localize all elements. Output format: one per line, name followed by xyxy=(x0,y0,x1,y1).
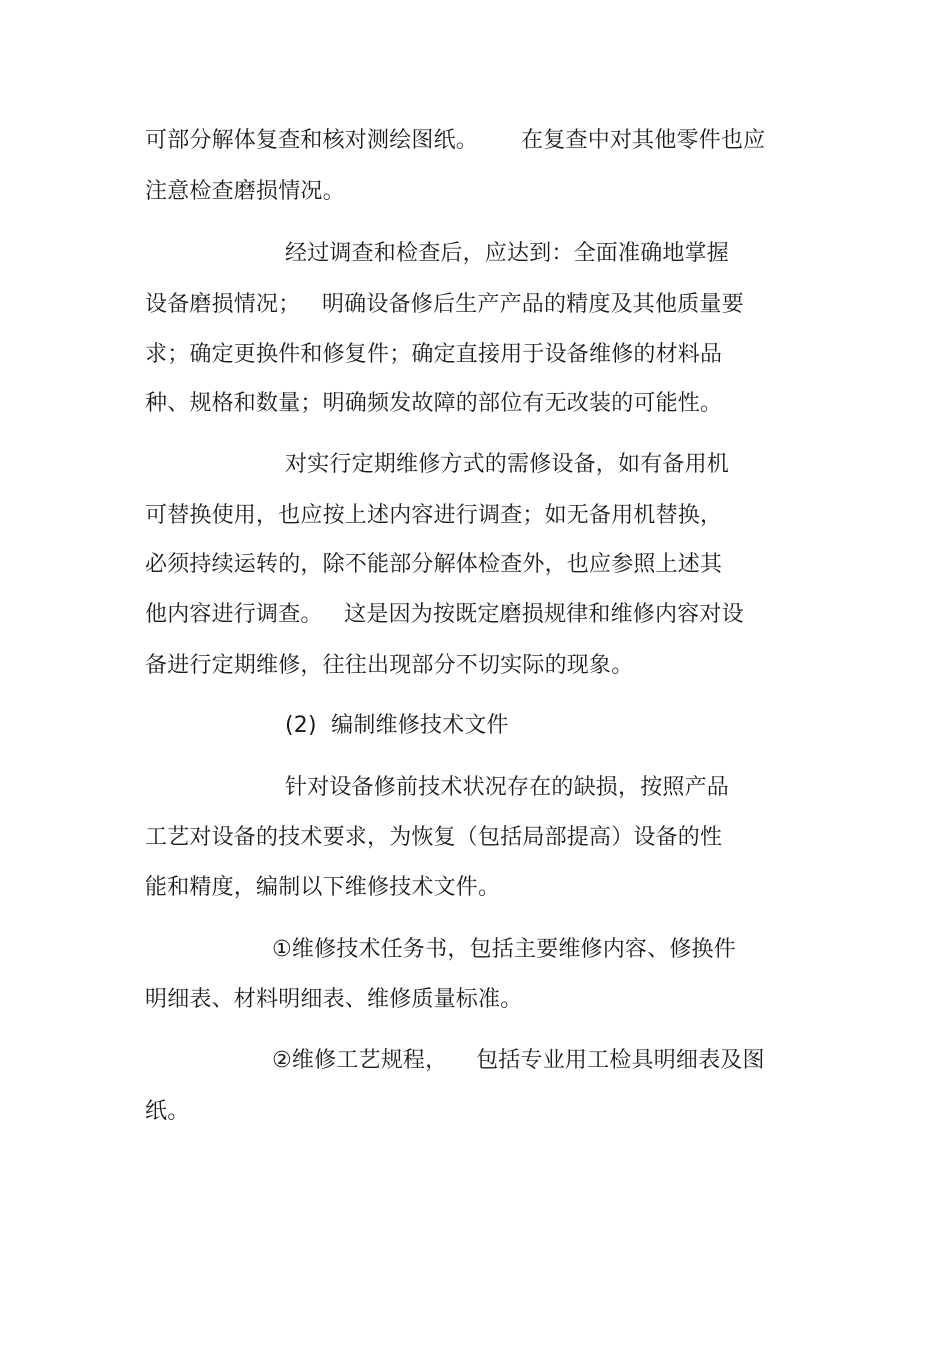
list-item-1-line-2: 明细表、材料明细表、维修质量标准。 xyxy=(145,987,523,1012)
text-line-10: 他内容进行调查。 这是因为按既定磨损规律和维修内容对设 xyxy=(145,602,744,627)
text-line-15: 能和精度，编制以下维修技术文件。 xyxy=(145,875,501,900)
text-line-1: 可部分解体复查和核对测绘图纸。 在复查中对其他零件也应 xyxy=(145,128,766,153)
list-item-2-line-1: ②维修工艺规程， 包括专业用工检具明细表及图 xyxy=(272,1048,765,1073)
text-line-5: 求；确定更换件和修复件；确定直接用于设备维修的材料品 xyxy=(145,342,723,367)
text-line-3: 经过调查和检查后，应达到：全面准确地掌握 xyxy=(285,241,730,266)
text-line-13: 针对设备修前技术状况存在的缺损，按照产品 xyxy=(285,775,730,800)
text-line-7: 对实行定期维修方式的需修设备，如有备用机 xyxy=(285,452,730,477)
text-line-6: 种、规格和数量；明确频发故障的部位有无改装的可能性。 xyxy=(145,391,723,416)
text-line-2: 注意检查磨损情况。 xyxy=(145,179,345,204)
list-item-1-line-1: ①维修技术任务书，包括主要维修内容、修换件 xyxy=(272,937,736,962)
section-heading: (2) 编制维修技术文件 xyxy=(285,713,509,738)
text-line-9: 必须持续运转的，除不能部分解体检查外，也应参照上述其 xyxy=(145,552,723,577)
text-line-8: 可替换使用，也应按上述内容进行调查；如无备用机替换， xyxy=(145,503,723,528)
list-item-2-line-2: 纸。 xyxy=(145,1099,190,1124)
text-line-11: 备进行定期维修，往往出现部分不切实际的现象。 xyxy=(145,653,634,678)
text-line-4: 设备磨损情况； 明确设备修后生产产品的精度及其他质量要 xyxy=(145,292,744,317)
text-line-14: 工艺对设备的技术要求，为恢复（包括局部提高）设备的性 xyxy=(145,825,723,850)
